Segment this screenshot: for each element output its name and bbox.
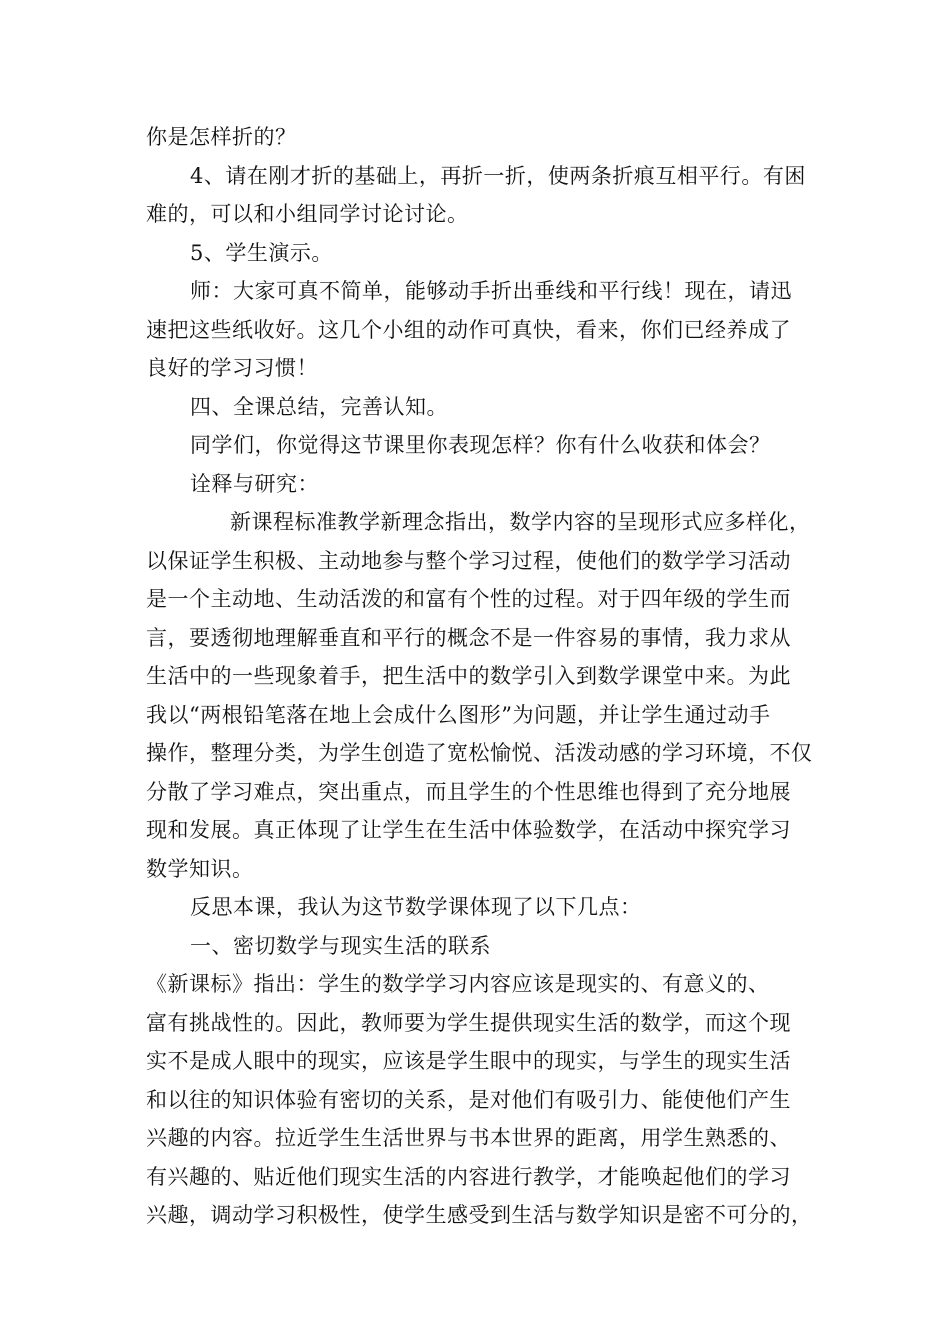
section-heading: 诠释与研究： <box>190 471 319 496</box>
text-line: 现和发展。真正体现了让学生在生活中体验数学，在活动中探究学习 <box>146 818 791 842</box>
text-line: 速把这些纸收好。这几个小组的动作可真快，看来，你们已经养成了 <box>146 317 791 342</box>
text-line: 和以往的知识体验有密切的关系，是对他们有吸引力、能使他们产生 <box>146 1087 791 1112</box>
section-heading: 一、密切数学与现实生活的联系 <box>190 933 491 958</box>
text-line: 你是怎样折的？ <box>146 125 297 149</box>
section-heading: 四、全课总结，完善认知。 <box>190 394 448 419</box>
text-line: 新课程标准教学新理念指出，数学内容的呈现形式应多样化， <box>230 510 811 534</box>
text-line: 5、学生演示。 <box>190 240 333 265</box>
text-line: 言，要透彻地理解垂直和平行的概念不是一件容易的事情，我力求从 <box>146 625 791 650</box>
document-body <box>146 118 826 1235</box>
text-line: 是一个主动地、生动活泼的和富有个性的过程。对于四年级的学生而 <box>146 587 791 611</box>
text-line: 同学们，你觉得这节课里你表现怎样？你有什么收获和体会？ <box>190 433 771 457</box>
text-line: 数学知识。 <box>146 856 254 881</box>
text-line: 难的，可以和小组同学讨论讨论。 <box>146 202 469 226</box>
text-line: 兴趣的内容。拉近学生生活世界与书本世界的距离，用学生熟悉的、 <box>146 1126 791 1150</box>
text-line: 有兴趣的、贴近他们现实生活的内容进行教学，才能唤起他们的学习 <box>146 1164 791 1189</box>
text-line: 以保证学生积极、主动地参与整个学习过程，使他们的数学学习活动 <box>146 548 791 573</box>
text-line: 富有挑战性的。因此，教师要为学生提供现实生活的数学，而这个现 <box>146 1010 791 1035</box>
text-line: 生活中的一些现象着手，把生活中的数学引入到数学课堂中来。为此 <box>146 664 791 688</box>
text-line: 分散了学习难点，突出重点，而且学生的个性思维也得到了充分地展 <box>146 779 791 804</box>
text-line: 良好的学习习惯！ <box>146 356 318 380</box>
text-line: 《新课标》指出：学生的数学学习内容应该是现实的、有意义的、 <box>146 972 770 996</box>
text-line: 实不是成人眼中的现实，应该是学生眼中的现实，与学生的现实生活 <box>146 1049 791 1073</box>
text-line: 兴趣，调动学习积极性，使学生感受到生活与数学知识是密不可分的， <box>146 1203 813 1227</box>
text-line: 4、请在刚才折的基础上，再折一折，使两条折痕互相平行。有困 <box>190 163 806 188</box>
text-line: 操作，整理分类，为学生创造了宽松愉悦、活泼动感的学习环境，不仅 <box>146 741 813 765</box>
text-line: 师：大家可真不简单，能够动手折出垂线和平行线！现在，请迅 <box>190 279 792 303</box>
text-line: 我以“两根铅笔落在地上会成什么图形”为问题，并让学生通过动手 <box>146 702 771 727</box>
text-line: 反思本课，我认为这节数学课体现了以下几点： <box>190 895 642 919</box>
